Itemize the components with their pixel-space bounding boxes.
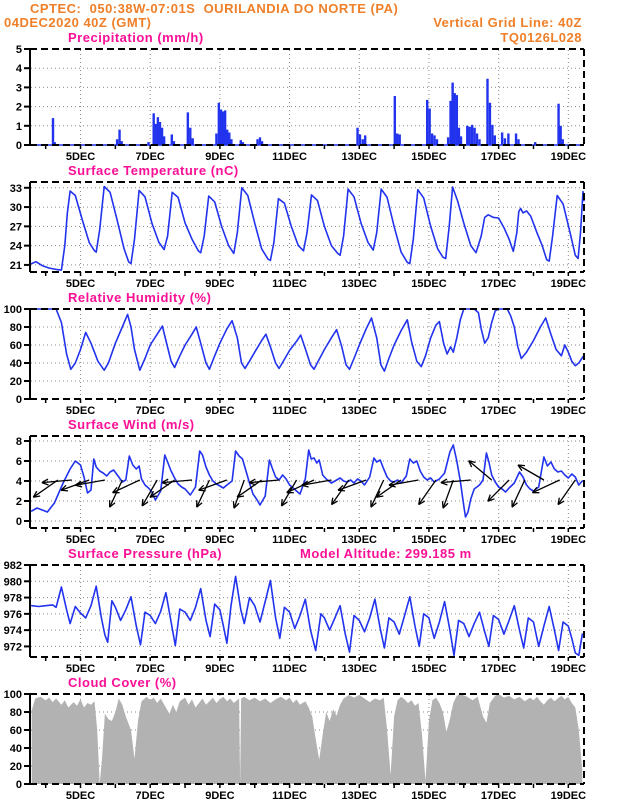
chart-relative-humidity [0, 290, 618, 417]
svg-text:17DEC: 17DEC [480, 534, 517, 546]
chart-surface-pressure [0, 546, 618, 675]
svg-text:7DEC: 7DEC [135, 534, 165, 546]
chart-surface-temperature [0, 163, 618, 290]
svg-text:11DEC: 11DEC [272, 534, 308, 546]
svg-text:33: 33 [9, 182, 22, 195]
model-altitude-label: Model Altitude: 299.185 m [300, 546, 472, 561]
precipitation-plot [0, 45, 618, 163]
svg-text:4: 4 [15, 63, 22, 76]
svg-text:5DEC: 5DEC [65, 534, 96, 546]
svg-text:6: 6 [15, 456, 22, 468]
pressure-title-row [0, 546, 618, 561]
svg-text:7DEC: 7DEC [135, 278, 165, 290]
cloud-title-row [0, 675, 618, 690]
svg-text:9DEC: 9DEC [205, 790, 235, 802]
svg-text:11DEC: 11DEC [272, 151, 308, 163]
svg-text:3: 3 [15, 82, 22, 95]
svg-text:19DEC: 19DEC [550, 151, 587, 163]
temperature-plot [0, 178, 618, 290]
svg-text:982: 982 [3, 561, 22, 572]
svg-text:9DEC: 9DEC [205, 663, 235, 675]
svg-text:13DEC: 13DEC [341, 534, 377, 546]
svg-text:27: 27 [9, 221, 22, 234]
svg-text:7DEC: 7DEC [135, 790, 165, 802]
svg-text:17DEC: 17DEC [480, 278, 517, 290]
svg-text:972: 972 [3, 641, 22, 654]
svg-text:13DEC: 13DEC [341, 278, 377, 290]
page-header [0, 0, 618, 30]
svg-text:9DEC: 9DEC [205, 151, 235, 163]
svg-text:100: 100 [3, 305, 22, 316]
wind-title-row [0, 417, 618, 432]
svg-text:19DEC: 19DEC [550, 278, 587, 290]
svg-text:15DEC: 15DEC [411, 405, 447, 417]
chart-precipitation [0, 30, 618, 163]
svg-text:974: 974 [3, 625, 22, 638]
precipitation-title: Precipitation (mm/h) [68, 30, 204, 45]
svg-text:20: 20 [9, 376, 22, 388]
svg-text:19DEC: 19DEC [550, 663, 587, 675]
svg-text:17DEC: 17DEC [480, 405, 517, 417]
model-code-label: TQ0126L028 [500, 30, 582, 45]
svg-text:9DEC: 9DEC [205, 405, 235, 417]
svg-text:1: 1 [15, 120, 22, 133]
svg-text:21: 21 [9, 259, 22, 272]
svg-text:40: 40 [9, 743, 22, 755]
cloud-title: Cloud Cover (%) [68, 675, 177, 690]
svg-text:15DEC: 15DEC [411, 278, 447, 290]
svg-text:2: 2 [15, 101, 22, 114]
station-header: CPTEC: 050:38W-07:01S OURILANDIA DO NORTE (PA) [30, 1, 399, 16]
humidity-title: Relative Humidity (%) [68, 290, 212, 305]
svg-text:60: 60 [9, 340, 22, 352]
svg-text:30: 30 [9, 202, 22, 215]
svg-text:60: 60 [9, 725, 22, 737]
svg-text:9DEC: 9DEC [205, 278, 235, 290]
svg-text:19DEC: 19DEC [550, 405, 587, 417]
svg-text:7DEC: 7DEC [135, 151, 165, 163]
chart-surface-wind [0, 417, 618, 546]
wind-title: Surface Wind (m/s) [68, 417, 195, 432]
temperature-title-row [0, 163, 618, 178]
svg-text:5DEC: 5DEC [65, 151, 96, 163]
svg-text:13DEC: 13DEC [341, 663, 377, 675]
svg-text:5DEC: 5DEC [65, 663, 96, 675]
wind-plot [0, 432, 618, 546]
svg-text:5DEC: 5DEC [65, 278, 96, 290]
svg-text:20: 20 [9, 761, 22, 773]
svg-text:7DEC: 7DEC [135, 405, 165, 417]
humidity-plot [0, 305, 618, 417]
svg-text:80: 80 [9, 322, 22, 334]
svg-text:2: 2 [15, 496, 22, 508]
svg-text:5DEC: 5DEC [65, 790, 96, 802]
svg-text:4: 4 [15, 476, 22, 488]
chart-cloud-cover [0, 675, 618, 802]
svg-text:980: 980 [3, 576, 22, 589]
svg-text:11DEC: 11DEC [272, 405, 308, 417]
humidity-title-row [0, 290, 618, 305]
svg-text:11DEC: 11DEC [272, 663, 308, 675]
precipitation-title-row [0, 30, 618, 45]
svg-text:976: 976 [3, 608, 22, 621]
svg-text:13DEC: 13DEC [341, 790, 377, 802]
svg-text:17DEC: 17DEC [480, 790, 517, 802]
vertical-grid-line-label: Vertical Grid Line: 40Z [433, 15, 582, 30]
svg-text:0: 0 [15, 140, 22, 152]
svg-text:13DEC: 13DEC [341, 151, 377, 163]
svg-text:7DEC: 7DEC [135, 663, 165, 675]
svg-text:5DEC: 5DEC [65, 405, 96, 417]
svg-text:40: 40 [9, 358, 22, 370]
svg-text:978: 978 [3, 592, 22, 605]
run-datetime: 04DEC2020 40Z (GMT) [4, 15, 152, 30]
run-info-row [0, 16, 618, 30]
svg-text:19DEC: 19DEC [550, 790, 587, 802]
pressure-title: Surface Pressure (hPa) [68, 546, 223, 561]
svg-text:0: 0 [15, 779, 22, 791]
svg-text:15DEC: 15DEC [411, 534, 447, 546]
svg-text:15DEC: 15DEC [411, 790, 447, 802]
svg-text:13DEC: 13DEC [341, 405, 377, 417]
svg-text:80: 80 [9, 707, 22, 719]
svg-text:8: 8 [15, 436, 22, 448]
temperature-title: Surface Temperature (nC) [68, 163, 239, 178]
svg-text:11DEC: 11DEC [272, 278, 308, 290]
cloud-plot [0, 690, 618, 802]
pressure-plot [0, 561, 618, 675]
svg-text:15DEC: 15DEC [411, 663, 447, 675]
svg-text:0: 0 [15, 394, 22, 406]
svg-text:17DEC: 17DEC [480, 151, 517, 163]
svg-text:0: 0 [15, 516, 22, 528]
svg-text:17DEC: 17DEC [480, 663, 517, 675]
svg-text:100: 100 [3, 690, 22, 701]
svg-text:11DEC: 11DEC [272, 790, 308, 802]
svg-text:15DEC: 15DEC [411, 151, 447, 163]
svg-text:5: 5 [15, 45, 22, 56]
svg-text:9DEC: 9DEC [205, 534, 235, 546]
svg-text:24: 24 [9, 240, 22, 253]
svg-text:19DEC: 19DEC [550, 534, 587, 546]
